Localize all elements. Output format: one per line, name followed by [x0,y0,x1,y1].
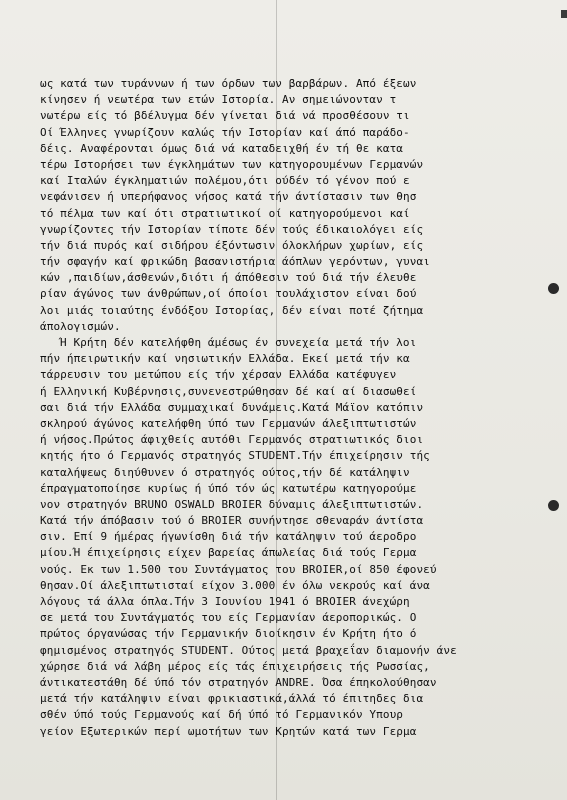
text-line: θησαν.Οί άλεξιπτωτισταί είχον 3.000 έν όλω νεκρούς καί άνα [40,578,430,592]
text-line: κητής ήτο ό Γερμανός στρατηγός STUDENT.Τήν έπιχείρησιν τής [40,449,430,463]
text-line: νούς. Εκ των 1.500 του Συντάγματος του BROIER,οί 850 έφονεύ [40,562,437,576]
text-line: σιν. Επί 9 ήμέρας ήγωνίσθη διά τήν κατάληψιν τού άεροδρο [40,530,417,544]
text-line: Κατά τήν άπόβασιν τού ό BROIER συνήντησε σθεναράν άντίστα [40,514,424,528]
text-line: λοι μιάς τοιαύτης ένδόξου Ιστορίας, δέν είναι ποτέ ζήτημα [40,303,424,317]
text-line: έπραγματοποίησε κυρίως ή ύπό τόν ώς κατωτέρω κατηγορούμε [40,481,417,495]
text-line: νωτέρω είς τό βδέλυγμα δέν γίνεται διά νά προσθέσουν τι [40,109,410,123]
text-line: τό πέλμα των καί ότι στρατιωτικοί οί κατηγορούμενοι καί [40,206,410,220]
text-line: πήν ήπειρωτικήν καί νησιωτικήν Ελλάδα. Εκεί μετά τήν κα [40,352,410,366]
text-line: χώρησε διά νά λάβη μέρος είς τάς έπιχειρήσεις τής Ρωσσίας, [40,659,430,673]
text-line: σκληρού άγώνος κατελήφθη ύπό των Γερμανών άλεξιπτωτιστών [40,416,417,430]
text-line: μίου.Ή έπιχείρησις είχεν βαρείας άπωλείας διά τούς Γερμα [40,546,417,560]
text-line: ή νήσος.Πρώτος άφιχθείς αυτόθι Γερμανός στρατιωτικός διοι [40,433,424,447]
text-line: σαι διά τήν Ελλάδα συμμαχικαί δυνάμεις.Κατά Μάϊον κατόπιν [40,400,424,414]
text-line: τέρω Ιστορήσει των έγκλημάτων των κατηγορουμένων Γερμανών [40,157,424,171]
text-line: ή Ελληνική Κυβέρνησις,συνενεστρώθησαν δέ καί αί διασωθεί [40,384,417,398]
text-line: σε μετά του Συντάγματός του είς Γερμανίαν άεροπορικώς. Ο [40,611,417,625]
text-line: σθέν ύπό τούς Γερμανούς καί δή ύπό τό Γερμανικόν Υπουρ [40,708,404,722]
text-line: δέις. Αναφέρονται όμως διά νά καταδειχθή έν τή θε κατα [40,141,404,155]
text-line: τήν διά πυρός καί σιδήρου έξόντωσιν όλοκλήρων χωρίων, είς [40,238,424,252]
text-line: ρίαν άγώνος των άνθρώπων,οί όποίοι τουλάχιστον είναι δού [40,287,417,301]
text-line: Ή Κρήτη δέν κατελήφθη άμέσως έν συνεχεία μετά τήν λοι [60,336,417,349]
text-line: καταλήψεως διηύθυνεν ό στρατηγός ούτος,τήν δέ κατάληψιν [40,465,410,479]
text-line: άντικατεστάθη δέ ύπό τόν στρατηγόν ANDRE. Όσα έπηκολούθησαν [40,675,437,689]
text-line: λόγους τά άλλα όπλα.Τήν 3 Ιουνίου 1941 ό BROIER άνεχώρη [40,595,410,608]
text-line: φημισμένος στρατηγός STUDENT. Ούτος μετά βραχεΐαν διαμονήν άνε [40,643,457,657]
scan-edge-mark [561,10,567,18]
text-line: άπολογισμών. [40,319,121,333]
text-line: νον στρατηγόν BRUNO OSWALD BROIER δύναμις άλεξιπτωτιστών. [40,497,424,511]
text-line: τήν σφαγήν καί φρικώδη βασανιστήρια άόπλων γερόντων, γυναι [40,255,430,269]
text-line: καί Ιταλών έγκληματιών πολέμου,ότι ούδέν τό γένον πού ε [40,174,410,188]
text-line: πρώτος όργανώσας τήν Γερμανικήν διοίκησιν έν Κρήτη ήτο ό [40,627,417,641]
text-line: νεφάνισεν ή υπερήφανος νήσος κατά τήν άντίστασιν των θησ [40,190,417,204]
text-line: τάρρευσιν του μετώπου είς τήν χέρσαν Ελλάδα κατέφυγεν [40,368,397,382]
text-line: κίνησεν ή νεωτέρα των ετών Ιστορία. Αν σημειώνονταν τ [40,93,397,107]
document-body [40,76,560,796]
text-line: Οί Έλληνες γνωρίζουν καλώς τήν Ιστορίαν καί άπό παράδο- [40,125,410,139]
text-line: ως κατά των τυράννων ή των όρδων των βαρβάρων. Από έξεων [40,77,417,90]
text-line: κών ,παιδίων,άσθενών,διότι ή άπόθεσιν τού διά τήν έλευθε [40,271,417,285]
text-line: μετά τήν κατάληψιν είναι φρικιαστικά,άλλά τό έπιτηδες δια [40,692,424,706]
text-line: γνωρίζοντες τήν Ιστορίαν τίποτε δέν τούς έδικαιολόγει είς [40,222,424,236]
text-line: γείον Εξωτερικών περί ωμοτήτων των Κρητών κατά των Γερμα [40,724,417,738]
